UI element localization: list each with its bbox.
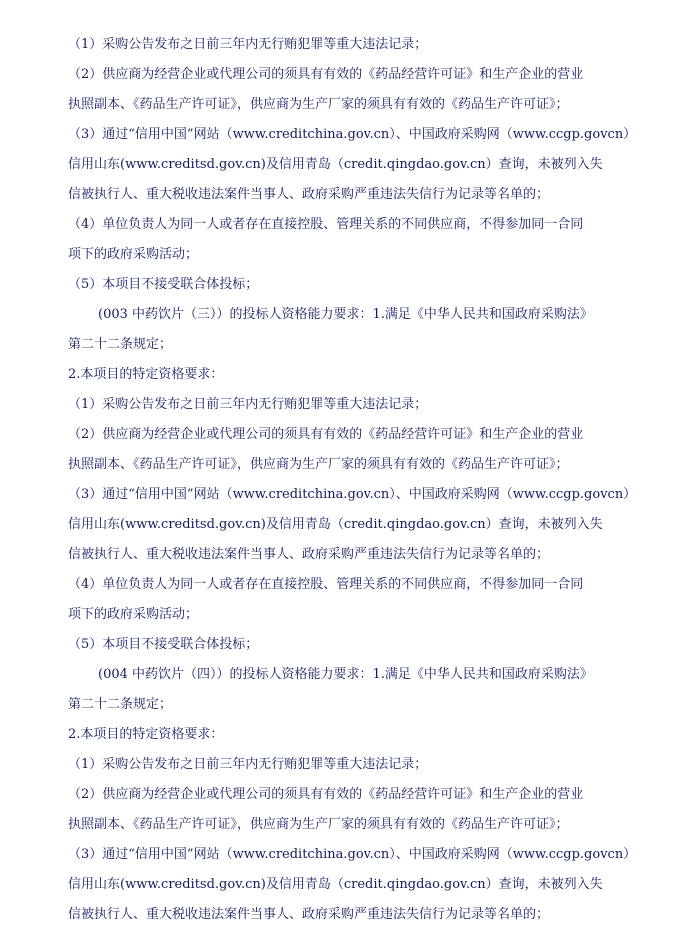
text-line: 第二十二条规定；: [68, 697, 173, 712]
text-line: 执照副本、《药品生产许可证》，供应商为生产厂家的须具有有效的《药品生产许可证》；: [68, 457, 569, 472]
text-line: 第二十二条规定；: [68, 337, 173, 352]
text-line: （1）采购公告发布之日前三年内无行贿犯罪等重大违法记录；: [68, 757, 428, 772]
text-line: （4）单位负责人为同一人或者存在直接控股、管理关系的不同供应商，不得参加同一合同: [68, 577, 584, 592]
text-line: 信被执行人、重大税收违法案件当事人、政府采购严重违法失信行为记录等名单的；: [68, 187, 550, 202]
text-line: 信用山东(www.creditsd.gov.cn)及信用青岛（credit.qingdao.gov.cn）查询，未被列入失: [68, 157, 603, 172]
text-line: （5）本项目不接受联合体投标；: [68, 277, 259, 292]
text-line: （1）采购公告发布之日前三年内无行贿犯罪等重大违法记录；: [68, 397, 428, 412]
text-line: （3）通过“信用中国”网站（www.creditchina.gov.cn）、中国政府采购网（www.ccgp.govcn）: [68, 847, 637, 862]
text-line: 2.本项目的特定资格要求：: [68, 727, 224, 742]
text-line: （1）采购公告发布之日前三年内无行贿犯罪等重大违法记录；: [68, 37, 428, 52]
text-line: （3）通过“信用中国”网站（www.creditchina.gov.cn）、中国政府采购网（www.ccgp.govcn）: [68, 127, 637, 142]
text-line: 执照副本、《药品生产许可证》，供应商为生产厂家的须具有有效的《药品生产许可证》；: [68, 97, 569, 112]
text-line: （2）供应商为经营企业或代理公司的须具有有效的《药品经营许可证》和生产企业的营业: [68, 427, 584, 442]
text-line: （2）供应商为经营企业或代理公司的须具有有效的《药品经营许可证》和生产企业的营业: [68, 787, 584, 802]
text-line: 2.本项目的特定资格要求：: [68, 367, 224, 382]
text-line: 信被执行人、重大税收违法案件当事人、政府采购严重违法失信行为记录等名单的；: [68, 907, 550, 922]
text-line: 信被执行人、重大税收违法案件当事人、政府采购严重违法失信行为记录等名单的；: [68, 547, 550, 562]
text-line: （4）单位负责人为同一人或者存在直接控股、管理关系的不同供应商，不得参加同一合同: [68, 217, 584, 232]
text-line: 执照副本、《药品生产许可证》，供应商为生产厂家的须具有有效的《药品生产许可证》；: [68, 817, 569, 832]
text-line: （2）供应商为经营企业或代理公司的须具有有效的《药品经营许可证》和生产企业的营业: [68, 67, 584, 82]
text-line: (003 中药饮片（三））的投标人资格能力要求：1.满足《中华人民共和国政府采购法》: [98, 307, 593, 322]
text-line: （3）通过“信用中国”网站（www.creditchina.gov.cn）、中国政府采购网（www.ccgp.govcn）: [68, 487, 637, 502]
text-line: 信用山东(www.creditsd.gov.cn)及信用青岛（credit.qingdao.gov.cn）查询，未被列入失: [68, 517, 603, 532]
text-line: （5）本项目不接受联合体投标；: [68, 637, 259, 652]
text-line: 信用山东(www.creditsd.gov.cn)及信用青岛（credit.qingdao.gov.cn）查询，未被列入失: [68, 877, 603, 892]
text-line: (004 中药饮片（四））的投标人资格能力要求：1.满足《中华人民共和国政府采购法》: [98, 667, 593, 682]
text-line: 项下的政府采购活动；: [68, 607, 199, 622]
text-line: 项下的政府采购活动；: [68, 247, 199, 262]
